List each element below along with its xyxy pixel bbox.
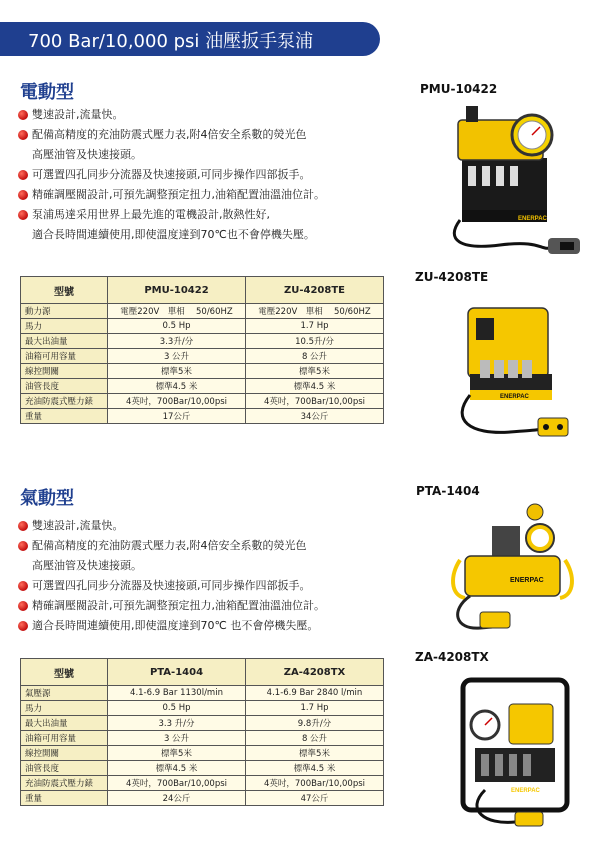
electric-section-title: 電動型	[20, 82, 74, 103]
table-row: 油箱可用容量 3 公升 8 公升	[21, 731, 384, 746]
table-row: 重量 17公斤 34公斤	[21, 409, 384, 424]
pump-image-pmu-10422	[440, 100, 590, 265]
page-title: 700 Bar/10,000 psi 油壓扳手泵浦	[28, 31, 314, 52]
list-item: 雙速設計,流量快。	[18, 516, 398, 536]
bullet-dot-icon	[18, 541, 28, 551]
table-header-cell: PTA-1404	[108, 659, 246, 686]
table-header-cell: ZU-4208TE	[246, 277, 384, 304]
table-header-row	[21, 277, 384, 304]
list-item: 配備高精度的充油防震式壓力表,附4倍安全系數的熒光色	[18, 536, 398, 556]
table-header-cell: PMU-10422	[108, 277, 246, 304]
bullet-dot-icon	[18, 190, 28, 200]
table-row: 線控開關 標準5米 標準5米	[21, 364, 384, 379]
table-header-cell: ZA-4208TX	[246, 659, 384, 686]
table-row: 最大出油量 3.3升/分 10.5升/分	[21, 334, 384, 349]
table-header-cell: 型號	[21, 659, 108, 686]
page-header-banner	[0, 22, 380, 56]
table-header-cell: 型號	[21, 277, 108, 304]
air-spec-table	[20, 658, 384, 806]
pump-image-pta-1404	[440, 500, 590, 650]
bullet-dot-icon	[18, 130, 28, 140]
bullet-dot-icon	[18, 170, 28, 180]
table-row: 馬力 0.5 Hp 1.7 Hp	[21, 701, 384, 716]
table-row: 油管長度 標準4.5 米 標準4.5 米	[21, 761, 384, 776]
list-item-continued: 高壓油管及快速接頭。	[32, 559, 142, 572]
table-row: 馬力 0.5 Hp 1.7 Hp	[21, 319, 384, 334]
table-row: 充油防震式壓力錶 4英吋，700Bar/10,00psi 4英吋，700Bar/10,00psi	[21, 394, 384, 409]
bullet-dot-icon	[18, 521, 28, 531]
model-label-za-4208tx: ZA-4208TX	[415, 650, 489, 664]
svg-text:ENERPAC: ENERPAC	[500, 394, 529, 400]
list-item: 精確調壓閥設計,可預先調整預定扭力,油箱配置油溫油位計。	[18, 596, 398, 616]
table-row: 最大出油量 3.3 升/分 9.8升/分	[21, 716, 384, 731]
list-item: 適合長時間連續使用,即使溫度達到70℃ 也不會停機失壓。	[18, 616, 398, 636]
bullet-dot-icon	[18, 621, 28, 631]
list-item: 可選置四孔同步分流器及快速接頭,可同步操作四部扳手。	[18, 165, 398, 185]
list-item: 可選置四孔同步分流器及快速接頭,可同步操作四部扳手。	[18, 576, 398, 596]
table-header-row	[21, 659, 384, 686]
table-row: 油箱可用容量 3 公升 8 公升	[21, 349, 384, 364]
air-section-title: 氣動型	[20, 488, 74, 509]
electric-bullet-list	[18, 105, 398, 245]
list-item: 精確調壓閥設計,可預先調整預定扭力,油箱配置油溫油位計。	[18, 185, 398, 205]
model-label-pta-1404: PTA-1404	[416, 484, 480, 498]
table-row: 油管長度 標準4.5 米 標準4.5 米	[21, 379, 384, 394]
table-row: 線控開關 標準5米 標準5米	[21, 746, 384, 761]
bullet-dot-icon	[18, 601, 28, 611]
svg-text:ENERPAC: ENERPAC	[510, 577, 544, 584]
list-item-continued: 適合長時間連續使用,即使溫度達到70℃也不會停機失壓。	[32, 228, 315, 241]
table-row: 重量 24公斤 47公斤	[21, 791, 384, 806]
pump-image-za-4208tx	[445, 670, 585, 830]
list-item: 配備高精度的充油防震式壓力表,附4倍安全系數的熒光色	[18, 125, 398, 145]
electric-spec-table	[20, 276, 384, 424]
list-item: 雙速設計,流量快。	[18, 105, 398, 125]
bullet-dot-icon	[18, 210, 28, 220]
table-row: 充油防震式壓力錶 4英吋，700Bar/10,00psi 4英吋，700Bar/10,00psi	[21, 776, 384, 791]
svg-text:ENERPAC: ENERPAC	[511, 788, 540, 794]
table-row: 氣壓源 4.1-6.9 Bar 1130l/min 4.1-6.9 Bar 2840 l/min	[21, 686, 384, 701]
list-item: 泵浦馬達采用世界上最先進的電機設計,散熱性好,	[18, 205, 398, 225]
list-item-continued: 高壓油管及快速接頭。	[32, 148, 142, 161]
table-row: 動力源 電壓220V 單相 50/60HZ 電壓220V 單相 50/60HZ	[21, 304, 384, 319]
air-bullet-list	[18, 516, 398, 636]
bullet-dot-icon	[18, 581, 28, 591]
model-label-zu-4208te: ZU-4208TE	[415, 270, 489, 284]
bullet-dot-icon	[18, 110, 28, 120]
pump-image-zu-4208te	[440, 290, 590, 450]
svg-text:ENERPAC: ENERPAC	[518, 216, 547, 222]
model-label-pmu-10422: PMU-10422	[420, 82, 498, 96]
